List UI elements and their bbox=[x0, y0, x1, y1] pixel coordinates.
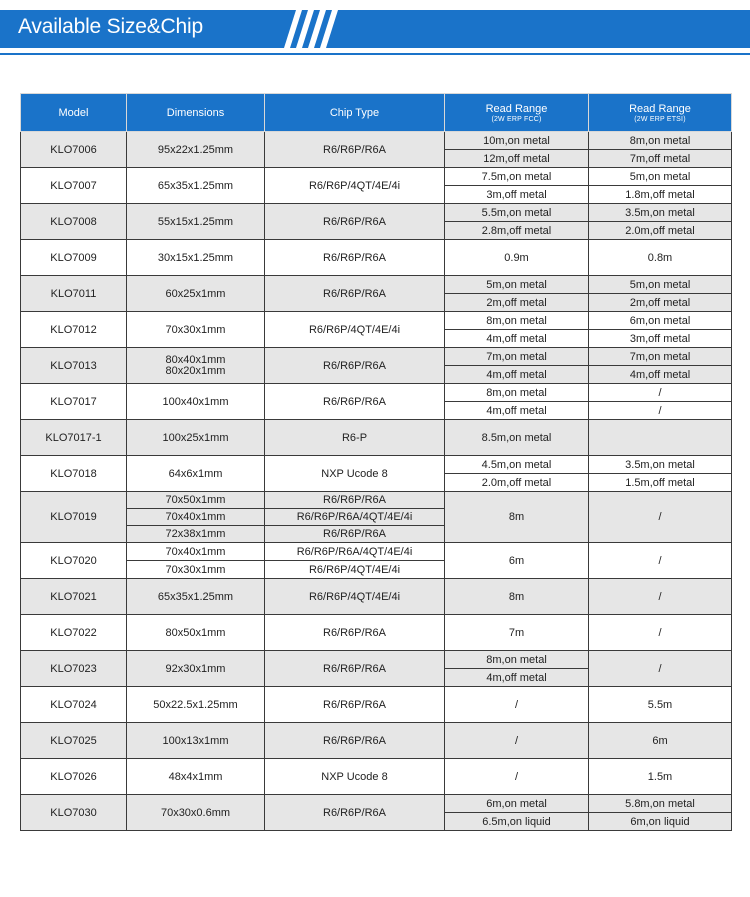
chip-type-cell: R6/R6P/R6A bbox=[265, 204, 445, 240]
dimensions-cell: 65x35x1.25mm bbox=[127, 168, 265, 204]
model-cell: KLO7018 bbox=[21, 456, 127, 492]
read-range-etsi-cell: 8m,on metal bbox=[589, 132, 732, 150]
dimensions-cell: 60x25x1mm bbox=[127, 276, 265, 312]
model-cell: KLO7021 bbox=[21, 579, 127, 615]
dimensions-cell: 80x50x1mm bbox=[127, 615, 265, 651]
read-range-etsi-cell: 3m,off metal bbox=[589, 330, 732, 348]
dimensions-cell: 55x15x1.25mm bbox=[127, 204, 265, 240]
read-range-etsi-cell: 4m,off metal bbox=[589, 366, 732, 384]
dimensions-cell: 64x6x1mm bbox=[127, 456, 265, 492]
read-range-fcc-cell: 4m,off metal bbox=[445, 330, 589, 348]
read-range-etsi-cell: 5.8m,on metal bbox=[589, 795, 732, 813]
chip-type-cell: R6/R6P/4QT/4E/4i bbox=[265, 168, 445, 204]
header-fcc-subtitle: (2W ERP FCC) bbox=[491, 115, 542, 123]
dimensions-cell: 70x40x1mm bbox=[127, 543, 265, 561]
dimensions-cell: 72x38x1mm bbox=[127, 526, 265, 543]
chip-type-cell: R6/R6P/4QT/4E/4i bbox=[265, 561, 445, 579]
model-cell: KLO7017-1 bbox=[21, 420, 127, 456]
read-range-fcc-cell: 0.9m bbox=[445, 240, 589, 276]
chip-type-cell: R6-P bbox=[265, 420, 445, 456]
chip-type-cell: R6/R6P/R6A bbox=[265, 240, 445, 276]
read-range-etsi-cell: 0.8m bbox=[589, 240, 732, 276]
read-range-etsi-cell: / bbox=[589, 543, 732, 579]
model-cell: KLO7008 bbox=[21, 204, 127, 240]
dimensions-cell: 92x30x1mm bbox=[127, 651, 265, 687]
chip-type-cell: R6/R6P/R6A bbox=[265, 526, 445, 543]
model-cell: KLO7030 bbox=[21, 795, 127, 831]
read-range-etsi-cell: / bbox=[589, 615, 732, 651]
read-range-fcc-cell: 8m,on metal bbox=[445, 651, 589, 669]
read-range-etsi-cell: 1.5m bbox=[589, 759, 732, 795]
read-range-fcc-cell: 2.8m,off metal bbox=[445, 222, 589, 240]
header-chip-type: Chip Type bbox=[265, 94, 445, 132]
read-range-fcc-cell: 6m bbox=[445, 543, 589, 579]
header-read-range-fcc: Read Range (2W ERP FCC) bbox=[445, 94, 589, 132]
header-read-range-etsi: Read Range (2W ERP ETSI) bbox=[589, 94, 732, 132]
read-range-fcc-cell: 8m bbox=[445, 492, 589, 543]
read-range-fcc-cell: 4.5m,on metal bbox=[445, 456, 589, 474]
read-range-etsi-cell: 6m,on liquid bbox=[589, 813, 732, 831]
read-range-fcc-cell: 2m,off metal bbox=[445, 294, 589, 312]
read-range-etsi-cell: / bbox=[589, 402, 732, 420]
model-cell: KLO7007 bbox=[21, 168, 127, 204]
chip-type-cell: R6/R6P/R6A/4QT/4E/4i bbox=[265, 543, 445, 561]
dimensions-cell-line: 80x40x1mm bbox=[165, 353, 226, 366]
dimensions-cell: 70x40x1mm bbox=[127, 509, 265, 526]
chip-type-cell: R6/R6P/R6A/4QT/4E/4i bbox=[265, 509, 445, 526]
model-cell: KLO7017 bbox=[21, 384, 127, 420]
model-cell: KLO7025 bbox=[21, 723, 127, 759]
dimensions-cell: 65x35x1.25mm bbox=[127, 579, 265, 615]
table-row bbox=[21, 384, 732, 402]
chip-type-cell: R6/R6P/R6A bbox=[265, 492, 445, 509]
model-cell: KLO7024 bbox=[21, 687, 127, 723]
model-cell: KLO7022 bbox=[21, 615, 127, 651]
chip-type-cell: R6/R6P/R6A bbox=[265, 651, 445, 687]
read-range-fcc-cell: 5.5m,on metal bbox=[445, 204, 589, 222]
chip-type-cell: R6/R6P/R6A bbox=[265, 795, 445, 831]
read-range-etsi-cell: / bbox=[589, 651, 732, 687]
table-row bbox=[21, 348, 732, 366]
read-range-fcc-cell: 5m,on metal bbox=[445, 276, 589, 294]
table-row bbox=[21, 795, 732, 813]
read-range-etsi-cell: 7m,on metal bbox=[589, 348, 732, 366]
read-range-fcc-cell: 12m,off metal bbox=[445, 150, 589, 168]
read-range-fcc-cell: 7m bbox=[445, 615, 589, 651]
read-range-etsi-cell bbox=[589, 420, 732, 456]
dimensions-cell: 30x15x1.25mm bbox=[127, 240, 265, 276]
header-dimensions: Dimensions bbox=[127, 94, 265, 132]
read-range-fcc-cell: 6.5m,on liquid bbox=[445, 813, 589, 831]
read-range-etsi-cell: 3.5m,on metal bbox=[589, 204, 732, 222]
read-range-etsi-cell: 6m,on metal bbox=[589, 312, 732, 330]
banner-underline bbox=[0, 53, 750, 55]
header-etsi-subtitle: (2W ERP ETSI) bbox=[634, 115, 686, 123]
size-chip-table bbox=[20, 93, 732, 831]
read-range-fcc-cell: 3m,off metal bbox=[445, 186, 589, 204]
read-range-fcc-cell: / bbox=[445, 687, 589, 723]
dimensions-cell: 50x22.5x1.25mm bbox=[127, 687, 265, 723]
dimensions-cell: 100x25x1mm bbox=[127, 420, 265, 456]
read-range-fcc-cell: 8m,on metal bbox=[445, 312, 589, 330]
read-range-fcc-cell: 8.5m,on metal bbox=[445, 420, 589, 456]
table-row bbox=[21, 168, 732, 186]
read-range-fcc-cell: 10m,on metal bbox=[445, 132, 589, 150]
model-cell: KLO7020 bbox=[21, 543, 127, 579]
dimensions-cell: 100x40x1mm bbox=[127, 384, 265, 420]
table-row bbox=[21, 651, 732, 669]
chip-type-cell: R6/R6P/R6A bbox=[265, 348, 445, 384]
chip-type-cell: R6/R6P/4QT/4E/4i bbox=[265, 579, 445, 615]
dimensions-cell: 70x50x1mm bbox=[127, 492, 265, 509]
model-cell: KLO7006 bbox=[21, 132, 127, 168]
banner-title: Available Size&Chip bbox=[18, 15, 203, 38]
header-model: Model bbox=[21, 94, 127, 132]
dimensions-cell: 70x30x1mm bbox=[127, 312, 265, 348]
dimensions-cell: 95x22x1.25mm bbox=[127, 132, 265, 168]
read-range-fcc-cell: 6m,on metal bbox=[445, 795, 589, 813]
table-row bbox=[21, 312, 732, 330]
chip-type-cell: R6/R6P/R6A bbox=[265, 687, 445, 723]
table-row bbox=[21, 204, 732, 222]
table-header-row bbox=[21, 94, 732, 132]
model-cell: KLO7012 bbox=[21, 312, 127, 348]
read-range-fcc-cell: / bbox=[445, 759, 589, 795]
read-range-fcc-cell: 4m,off metal bbox=[445, 366, 589, 384]
read-range-fcc-cell: 4m,off metal bbox=[445, 669, 589, 687]
chip-type-cell: R6/R6P/R6A bbox=[265, 615, 445, 651]
read-range-fcc-cell: 8m,on metal bbox=[445, 384, 589, 402]
model-cell: KLO7023 bbox=[21, 651, 127, 687]
read-range-fcc-cell: 2.0m,off metal bbox=[445, 474, 589, 492]
read-range-etsi-cell: / bbox=[589, 492, 732, 543]
model-cell: KLO7011 bbox=[21, 276, 127, 312]
section-banner bbox=[0, 0, 750, 60]
chip-type-cell: R6/R6P/4QT/4E/4i bbox=[265, 312, 445, 348]
table-row bbox=[21, 456, 732, 474]
model-cell: KLO7026 bbox=[21, 759, 127, 795]
table-row bbox=[21, 276, 732, 294]
chip-type-cell: R6/R6P/R6A bbox=[265, 384, 445, 420]
read-range-etsi-cell: 1.5m,off metal bbox=[589, 474, 732, 492]
read-range-etsi-cell: 3.5m,on metal bbox=[589, 456, 732, 474]
read-range-etsi-cell: 1.8m,off metal bbox=[589, 186, 732, 204]
model-cell: KLO7013 bbox=[21, 348, 127, 384]
dimensions-cell-line: 80x20x1mm bbox=[165, 364, 226, 377]
read-range-etsi-cell: 2.0m,off metal bbox=[589, 222, 732, 240]
chip-type-cell: R6/R6P/R6A bbox=[265, 276, 445, 312]
table-row bbox=[21, 132, 732, 150]
dimensions-cell: 100x13x1mm bbox=[127, 723, 265, 759]
read-range-etsi-cell: 5.5m bbox=[589, 687, 732, 723]
chip-type-cell: NXP Ucode 8 bbox=[265, 759, 445, 795]
read-range-etsi-cell: / bbox=[589, 579, 732, 615]
read-range-etsi-cell: 7m,off metal bbox=[589, 150, 732, 168]
model-cell: KLO7009 bbox=[21, 240, 127, 276]
read-range-fcc-cell: 8m bbox=[445, 579, 589, 615]
chip-type-cell: R6/R6P/R6A bbox=[265, 132, 445, 168]
read-range-fcc-cell: / bbox=[445, 723, 589, 759]
model-cell: KLO7019 bbox=[21, 492, 127, 543]
read-range-etsi-cell: 6m bbox=[589, 723, 732, 759]
read-range-etsi-cell: 2m,off metal bbox=[589, 294, 732, 312]
read-range-etsi-cell: / bbox=[589, 384, 732, 402]
chip-type-cell: NXP Ucode 8 bbox=[265, 456, 445, 492]
dimensions-cell bbox=[127, 348, 265, 384]
table-row bbox=[21, 492, 732, 509]
read-range-etsi-cell: 5m,on metal bbox=[589, 168, 732, 186]
chip-type-cell: R6/R6P/R6A bbox=[265, 723, 445, 759]
table-row bbox=[21, 543, 732, 561]
dimensions-cell: 70x30x0.6mm bbox=[127, 795, 265, 831]
read-range-fcc-cell: 7.5m,on metal bbox=[445, 168, 589, 186]
read-range-fcc-cell: 4m,off metal bbox=[445, 402, 589, 420]
dimensions-cell: 48x4x1mm bbox=[127, 759, 265, 795]
table-body bbox=[21, 132, 732, 831]
read-range-etsi-cell: 5m,on metal bbox=[589, 276, 732, 294]
banner-stripes-icon bbox=[282, 10, 342, 48]
dimensions-cell: 70x30x1mm bbox=[127, 561, 265, 579]
read-range-fcc-cell: 7m,on metal bbox=[445, 348, 589, 366]
